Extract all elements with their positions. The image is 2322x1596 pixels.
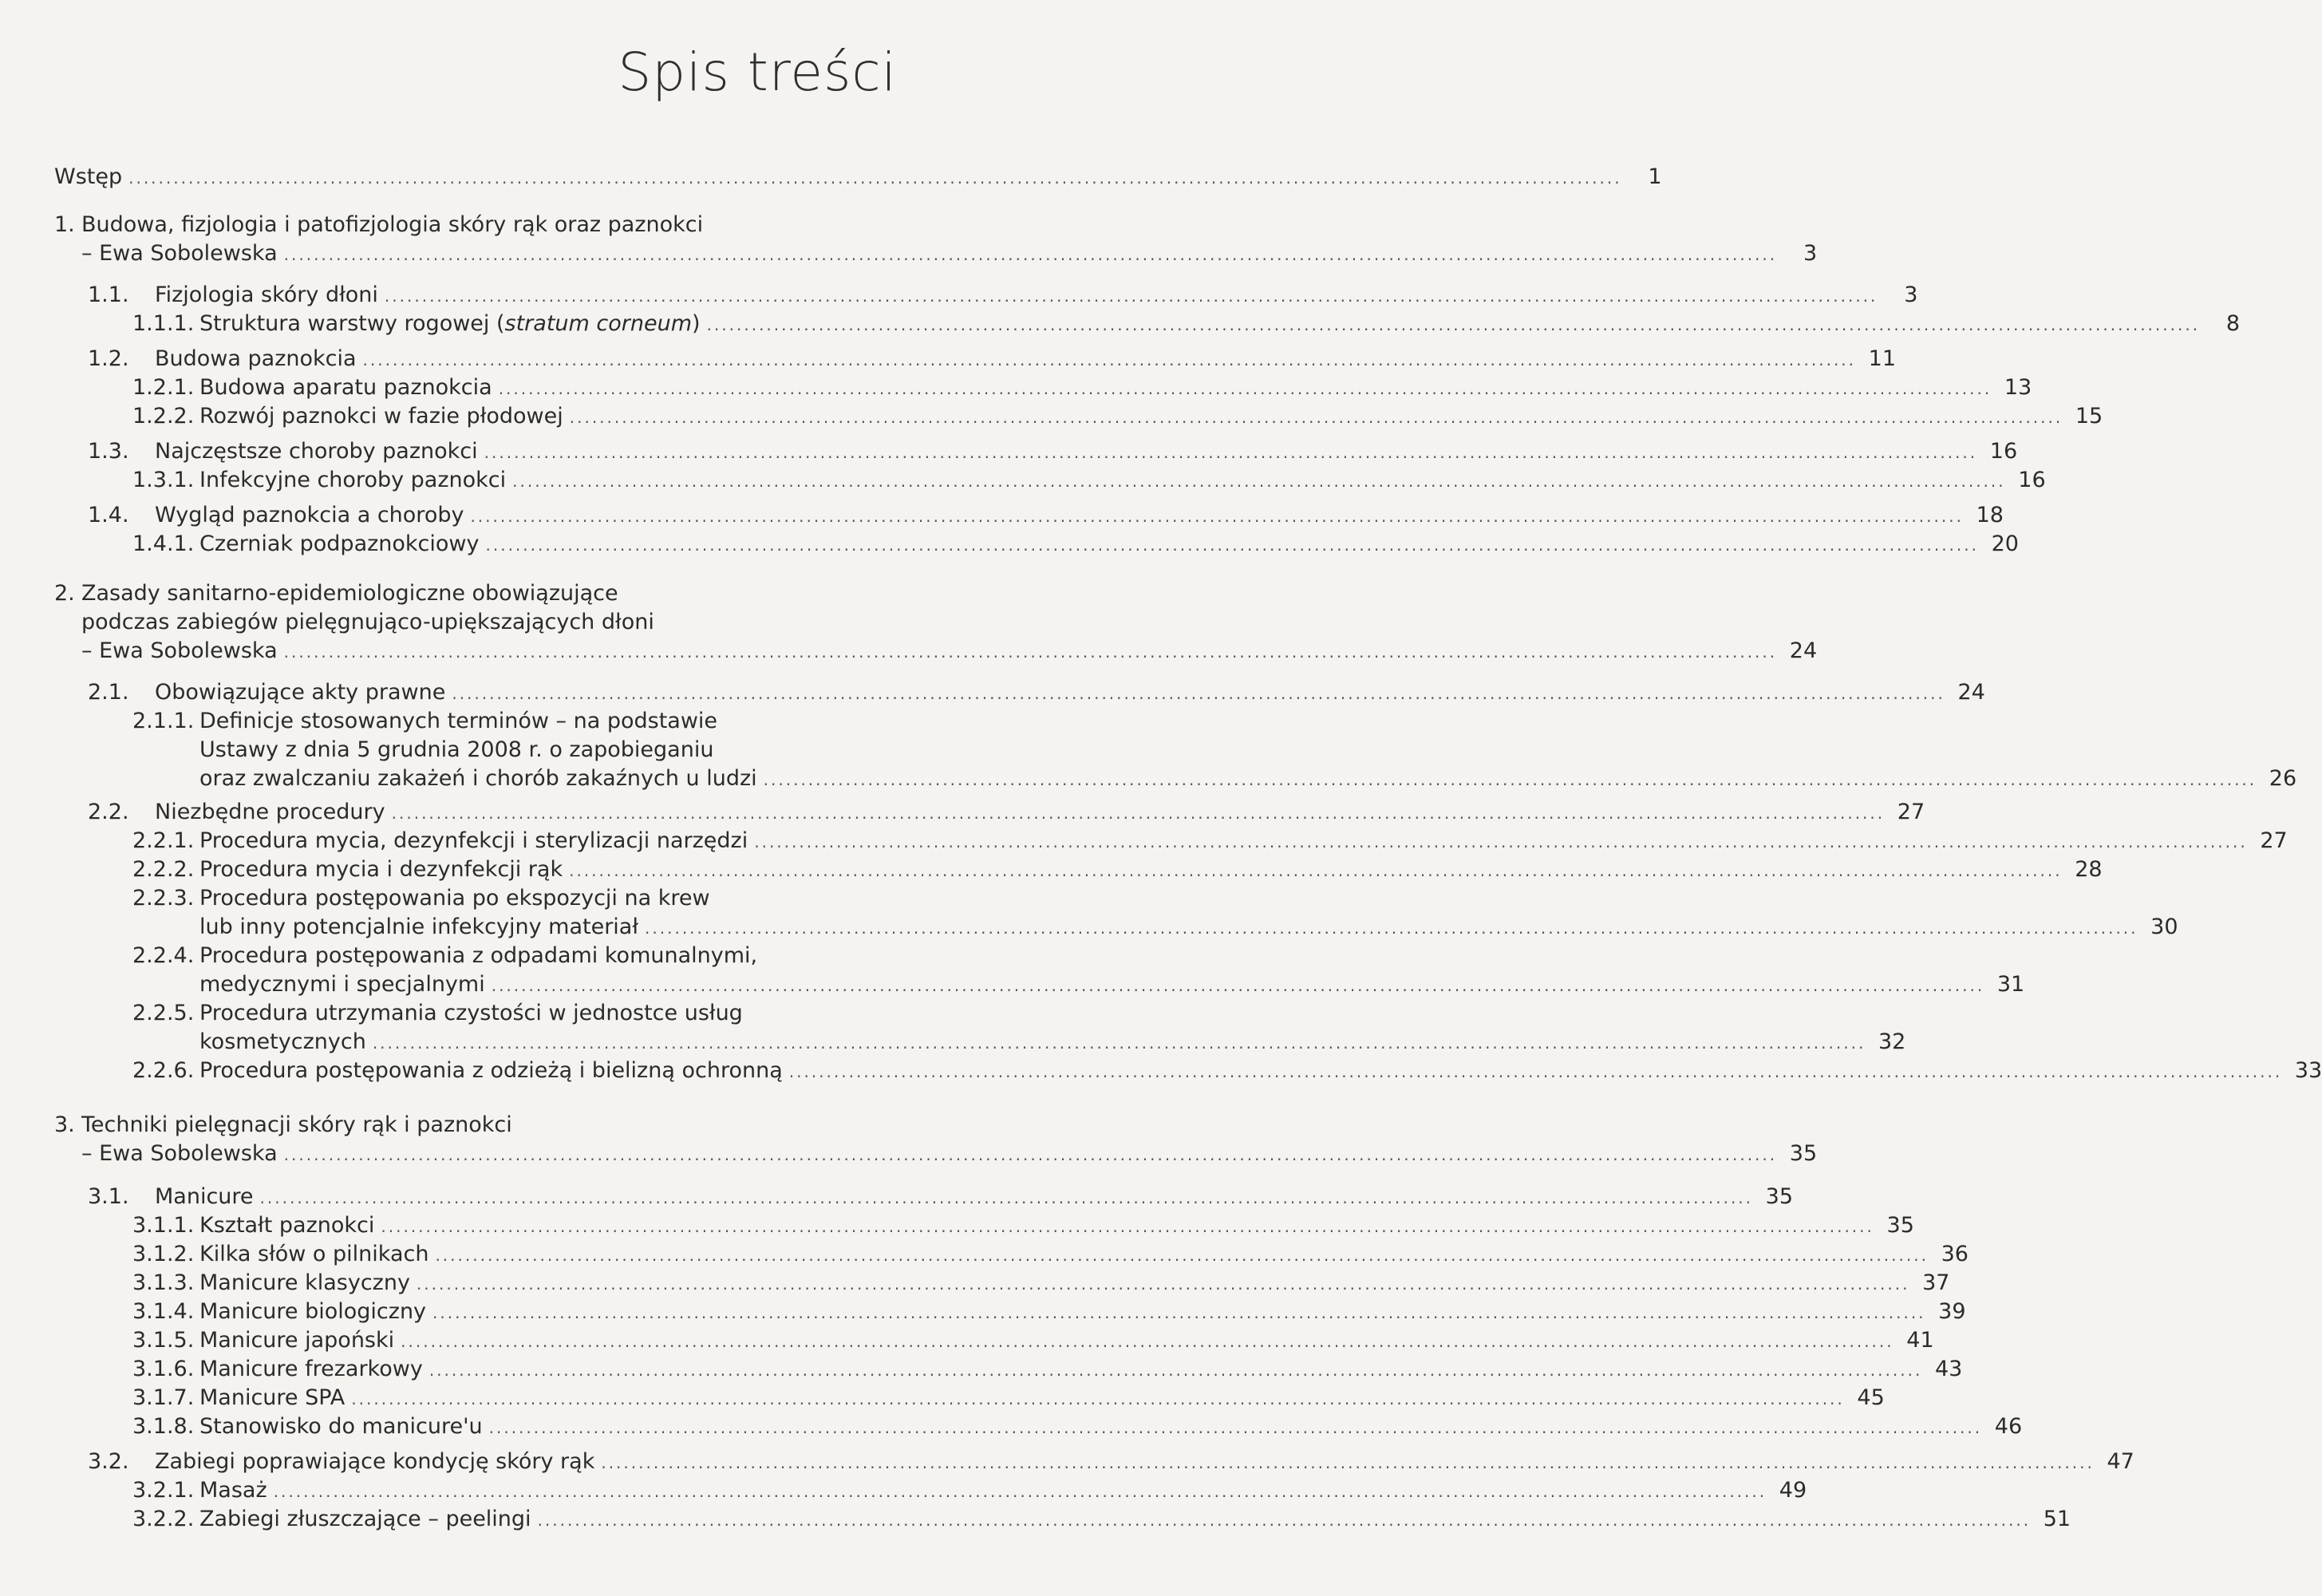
toc-entry-number: 2.2.2. (132, 857, 195, 882)
toc-entry-number: 3.1.5. (132, 1328, 195, 1353)
toc-page-number: 49 (1779, 1478, 1807, 1503)
toc-entry-number: 3.2. (88, 1449, 129, 1474)
toc-page-number: 36 (1941, 1242, 1969, 1266)
toc-entry-title: – Ewa Sobolewska (81, 1141, 278, 1166)
toc-entry-title: Zabiegi poprawiające kondycję skóry rąk (155, 1449, 595, 1474)
toc-page-number: 8 (2225, 311, 2241, 336)
toc-entry-title: medycznymi i specjalnymi (199, 972, 485, 997)
toc-entry-number: 2.1.1. (132, 709, 195, 733)
dot-leader: ........................................................................................................................................................................................................ (491, 976, 1985, 995)
toc-entry-number: 3.2.2. (132, 1507, 195, 1531)
toc-entry-title: – Ewa Sobolewska (81, 241, 278, 266)
toc-page-number: 27 (1897, 800, 1925, 824)
toc-page-number: 33 (2294, 1058, 2322, 1083)
toc-entry-title: Kilka słów o pilnikach (199, 1242, 429, 1266)
dot-leader: ........................................................................................................................................................................................................ (512, 472, 2006, 491)
dot-leader: ........................................................................................................................................................................................................ (754, 832, 2248, 851)
toc-page-number: 20 (1991, 531, 2019, 556)
toc-page-number: 35 (1765, 1184, 1794, 1209)
toc-entry-title-line: Techniki pielęgnacji skóry rąk i paznokci (81, 1112, 512, 1137)
toc-entry-number: 2.2.5. (132, 1001, 195, 1025)
toc-page-number: 37 (1922, 1270, 1950, 1295)
toc-entry-title: Procedura mycia i dezynfekcji rąk (199, 857, 563, 882)
toc-entry-number: 2.2.4. (132, 943, 195, 968)
toc-entry-title: Struktura warstwy rogowej (stratum corneum) (199, 311, 701, 336)
toc-entry-number: 1.2.1. (132, 375, 195, 400)
toc-page-number: 3 (1803, 241, 1818, 266)
toc-entry-title: Kształt paznokci (199, 1213, 375, 1238)
toc-entry-title: Procedura postępowania z odzieżą i bielizną ochronną (199, 1058, 783, 1083)
toc-entry-title: Infekcyjne choroby paznokci (199, 468, 507, 492)
toc-entry-number: 1.1. (88, 282, 129, 307)
dot-leader: ........................................................................................................................................................................................................ (128, 168, 1622, 188)
toc-entry-number: 1.1.1. (132, 311, 195, 336)
dot-leader: ........................................................................................................................................................................................................ (432, 1303, 1926, 1322)
toc-page-number: 35 (1789, 1141, 1818, 1166)
toc-entry-number: 3.1. (88, 1184, 129, 1209)
dot-leader: ........................................................................................................................................................................................................ (788, 1062, 2283, 1081)
dot-leader: ........................................................................................................................................................................................................ (283, 642, 1778, 662)
toc-entry-number: 3.1.3. (132, 1270, 195, 1295)
toc-page-number: 30 (2150, 915, 2178, 939)
toc-page-number: 18 (1976, 503, 2004, 527)
toc-entry-number: 2.2. (88, 800, 129, 824)
toc-entry-number: 1.4.1. (132, 531, 195, 556)
toc-entry-title: kosmetycznych (199, 1029, 366, 1054)
dot-leader: ........................................................................................................................................................................................................ (283, 1145, 1778, 1164)
dot-leader: ........................................................................................................................................................................................................ (372, 1033, 1866, 1053)
toc-entry-title: oraz zwalczaniu zakażeń i chorób zakaźnych u ludzi (199, 766, 757, 791)
toc-entry-title-line: Procedura postępowania po ekspozycji na krew (199, 886, 710, 911)
toc-entry-number: 3.1.7. (132, 1385, 195, 1410)
toc-entry-title-line: Definicje stosowanych terminów – na podstawie (199, 709, 718, 733)
dot-leader: ........................................................................................................................................................................................................ (706, 315, 2201, 334)
dot-leader: ........................................................................................................................................................................................................ (452, 684, 1945, 703)
toc-page-number: 13 (2004, 375, 2032, 400)
toc-entry-number: 3.1.8. (132, 1414, 195, 1439)
toc-entry-number: 3. (54, 1112, 75, 1137)
dot-leader: ........................................................................................................................................................................................................ (259, 1188, 1754, 1207)
toc-page-number: 35 (1886, 1213, 1914, 1238)
dot-leader: ........................................................................................................................................................................................................ (645, 918, 2138, 938)
toc-entry-title-line: Procedura postępowania z odpadami komunalnymi, (199, 943, 758, 968)
dot-leader: ........................................................................................................................................................................................................ (569, 861, 2063, 880)
toc-entry-number: 1.4. (88, 503, 129, 527)
toc-page-number: 1 (1648, 164, 1662, 189)
dot-leader: ........................................................................................................................................................................................................ (283, 245, 1778, 264)
toc-entry-title: Masaż (199, 1478, 267, 1503)
toc-entry-title: Zabiegi złuszczające – peelingi (199, 1507, 531, 1531)
toc-entry-number: 2. (54, 581, 75, 606)
toc-entry-title: Budowa paznokcia (155, 346, 357, 371)
dot-leader: ........................................................................................................................................................................................................ (537, 1511, 2032, 1530)
dot-leader: ........................................................................................................................................................................................................ (569, 408, 2063, 427)
toc-page-number: 28 (2075, 857, 2103, 882)
toc-entry-number: 1.3. (88, 439, 129, 464)
toc-page-number: 46 (1994, 1414, 2023, 1439)
toc-entry-number: 3.1.2. (132, 1242, 195, 1266)
page-title: Spis treści (618, 41, 897, 103)
toc-page-number: 41 (1906, 1328, 1934, 1353)
toc-entry-title: Manicure biologiczny (199, 1299, 427, 1324)
toc-entry-title: Najczęstsze choroby paznokci (155, 439, 478, 464)
toc-entry-title: Manicure frezarkowy (199, 1357, 423, 1381)
toc-entry-number: 3.2.1. (132, 1478, 195, 1503)
toc-entry-number: 2.2.1. (132, 828, 195, 853)
dot-leader: ........................................................................................................................................................................................................ (273, 1482, 1767, 1501)
dot-leader: ........................................................................................................................................................................................................ (381, 1217, 1874, 1236)
toc-entry-title: – Ewa Sobolewska (81, 638, 278, 663)
toc-page-number: 43 (1934, 1357, 1963, 1381)
toc-entry-title-line: podczas zabiegów pielęgnująco-upiększających dłoni (81, 610, 654, 634)
toc-page-number: 45 (1857, 1385, 1885, 1410)
toc-page-number: 24 (1789, 638, 1818, 663)
dot-leader: ........................................................................................................................................................................................................ (351, 1389, 1845, 1408)
toc-page-number: 16 (1989, 439, 2018, 464)
dot-leader: ........................................................................................................................................................................................................ (362, 350, 1857, 369)
toc-entry-title: Czerniak podpaznokciowy (199, 531, 480, 556)
toc-page-number: 32 (1878, 1029, 1906, 1054)
toc-entry-title: Budowa aparatu paznokcia (199, 375, 492, 400)
dot-leader: ........................................................................................................................................................................................................ (391, 804, 1886, 823)
dot-leader: ........................................................................................................................................................................................................ (435, 1246, 1929, 1265)
toc-page-number: 31 (1996, 972, 2025, 997)
toc-page-number: 24 (1957, 680, 1985, 705)
toc-entry-title: Manicure japoński (199, 1328, 395, 1353)
toc-entry-number: 1. (54, 212, 75, 237)
dot-leader: ........................................................................................................................................................................................................ (428, 1361, 1923, 1380)
toc-page-number: 26 (2269, 766, 2297, 791)
toc-entry-number: 3.1.6. (132, 1357, 195, 1381)
toc-page-number: 27 (2260, 828, 2288, 853)
dot-leader: ........................................................................................................................................................................................................ (763, 770, 2257, 789)
toc-page-number: 16 (2018, 468, 2046, 492)
toc-entry-title: Fizjologia skóry dłoni (155, 282, 378, 307)
toc-page-number: 51 (2043, 1507, 2071, 1531)
dot-leader: ........................................................................................................................................................................................................ (384, 286, 1878, 306)
toc-entry-number: 2.1. (88, 680, 129, 705)
toc-entry-number: 1.2.2. (132, 404, 195, 429)
toc-page-number: 39 (1938, 1299, 1966, 1324)
toc-entry-title: Manicure SPA (199, 1385, 346, 1410)
toc-entry-title-line: Ustawy z dnia 5 grudnia 2008 r. o zapobieganiu (199, 737, 714, 762)
dot-leader: ........................................................................................................................................................................................................ (470, 507, 1964, 526)
toc-entry-title: Manicure (155, 1184, 254, 1209)
toc-entry-title-line: Procedura utrzymania czystości w jednostce usług (199, 1001, 743, 1025)
dot-leader: ........................................................................................................................................................................................................ (484, 443, 1978, 462)
toc-entry-title: Obowiązujące akty prawne (155, 680, 446, 705)
dot-leader: ........................................................................................................................................................................................................ (401, 1332, 1894, 1351)
toc-entry-title: Procedura mycia, dezynfekcji i sterylizacji narzędzi (199, 828, 748, 853)
toc-entry-number: 3.1.1. (132, 1213, 195, 1238)
toc-entry-title-line: Budowa, fizjologia i patofizjologia skóry rąk oraz paznokci (81, 212, 704, 237)
toc-entry-title: Rozwój paznokci w fazie płodowej (199, 404, 563, 429)
toc-page-number: 11 (1868, 346, 1897, 371)
toc-entry-title: Wygląd paznokcia a choroby (155, 503, 464, 527)
dot-leader: ........................................................................................................................................................................................................ (485, 535, 1979, 555)
toc-page-number: 47 (2107, 1449, 2134, 1474)
dot-leader: ........................................................................................................................................................................................................ (416, 1274, 1910, 1294)
toc-entry-number: 3.1.4. (132, 1299, 195, 1324)
toc-entry-title: Manicure klasyczny (199, 1270, 410, 1295)
dot-leader: ........................................................................................................................................................................................................ (498, 379, 1992, 398)
dot-leader: ........................................................................................................................................................................................................ (488, 1418, 1983, 1437)
toc-page-number: 15 (2075, 404, 2103, 429)
toc-page-number: 3 (1904, 282, 1918, 307)
toc-entry-title: Stanowisko do manicure'u (199, 1414, 483, 1439)
toc-entry-number: 2.2.3. (132, 886, 195, 911)
toc-entry-title: Wstęp (54, 164, 123, 189)
toc-entry-title-line: Zasady sanitarno-epidemiologiczne obowiązujące (81, 581, 618, 606)
toc-entry-number: 1.3.1. (132, 468, 195, 492)
toc-entry-number: 2.2.6. (132, 1058, 195, 1083)
dot-leader: ........................................................................................................................................................................................................ (601, 1453, 2095, 1472)
toc-entry-title: lub inny potencjalnie infekcyjny materiał (199, 915, 639, 939)
toc-entry-number: 1.2. (88, 346, 129, 371)
toc-entry-title: Niezbędne procedury (155, 800, 385, 824)
